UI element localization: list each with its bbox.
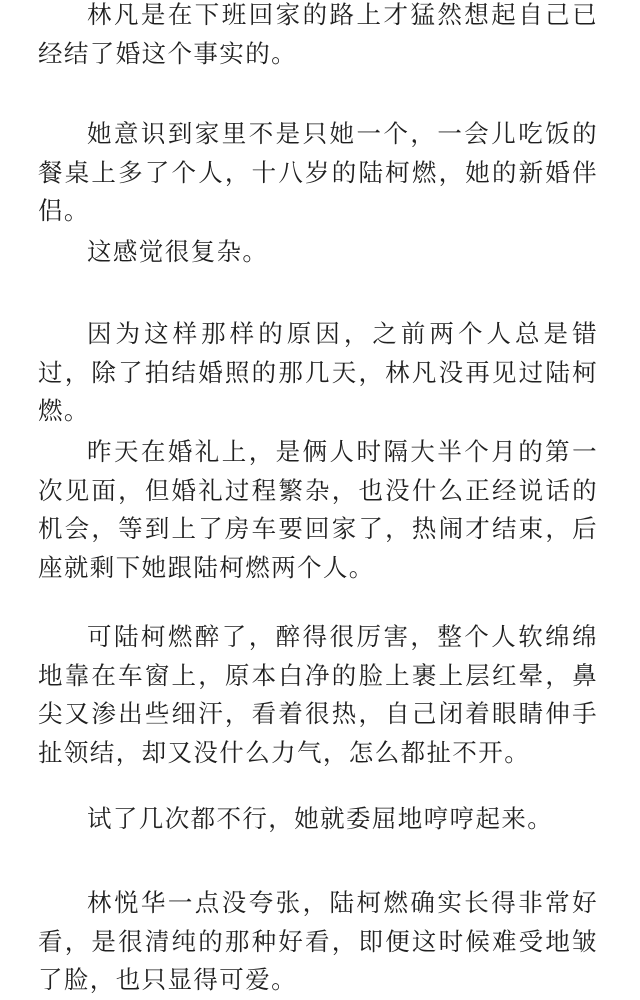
paragraph: 因为这样那样的原因，之前两个人总是错过，除了拍结婚照的那几天，林凡没再见过陆柯燃。 xyxy=(38,319,598,425)
paragraph: 这感觉很复杂。 xyxy=(87,237,269,266)
paragraph: 她意识到家里不是只她一个，一会儿吃饭的餐桌上多了个人，十八岁的陆柯燃，她的新婚伴侣。 xyxy=(38,119,598,225)
paragraph: 林凡是在下班回家的路上才猛然想起自己已经结了婚这个事实的。 xyxy=(38,0,598,68)
paragraph: 昨天在婚礼上，是俩人时隔大半个月的第一次见面，但婚礼过程繁杂，也没什么正经说话的机会，等到上了房车要回家了，热闹才结束，后座就剩下她跟陆柯燃两个人。 xyxy=(38,437,598,582)
paragraph: 可陆柯燃醉了，醉得很厉害，整个人软绵绵地靠在车窗上，原本白净的脸上裹上层红晕，鼻尖又渗出些细汗，看着很热，自己闭着眼睛伸手扯领结，却又没什么力气，怎么都扯不开。 xyxy=(38,622,598,767)
paragraph: 林悦华一点没夸张，陆柯燃确实长得非常好看，是很清纯的那种好看，即便这时候难受地皱了脸，也只显得可爱。 xyxy=(38,888,598,994)
paragraph: 试了几次都不行，她就委屈地哼哼起来。 xyxy=(87,804,554,833)
